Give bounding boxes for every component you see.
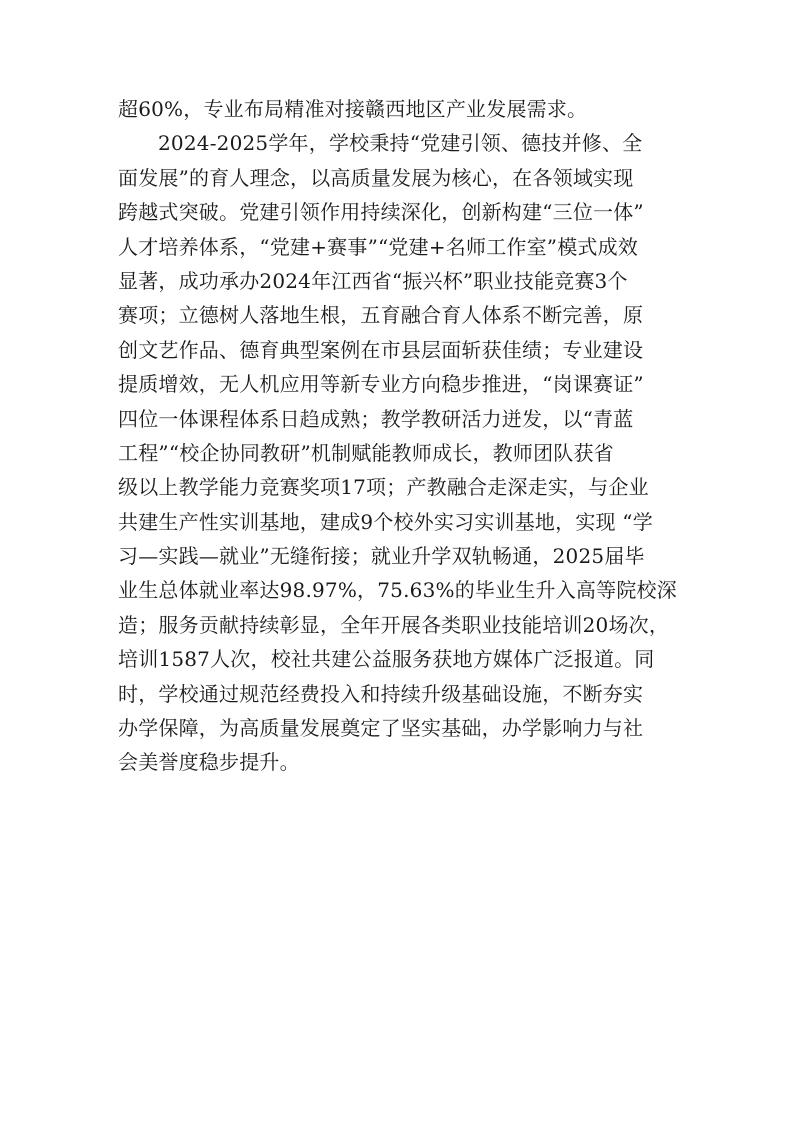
text-line: 工程”“校企协同教研”机制赋能教师成长，教师团队获省 [118,440,614,465]
text-line: 造；服务贡献持续彰显，全年开展各类职业技能培训20场次， [118,612,670,637]
text-line: 赛项；立德树人落地生根，五育融合育人体系不断完善，原 [118,303,644,328]
text-line: 人才培养体系，“党建+赛事”“党建+名师工作室”模式成效 [118,234,639,259]
text-line: 创文艺作品、德育典型案例在市县层面斩获佳绩；专业建设 [118,337,644,362]
text-line: 面发展”的育人理念，以高质量发展为核心，在各领域实现 [118,165,634,190]
text-line: 习—实践—就业”无缝衔接；就业升学双轨畅通，2025届毕 [118,544,645,569]
text-line: 四位一体课程体系日趋成熟；教学教研活力迸发，以“青蓝 [118,406,634,431]
text-line: 级以上教学能力竞赛奖项17项；产教融合走深走实，与企业 [118,475,649,500]
text-line: 显著，成功承办2024年江西省“振兴杯”职业技能竞赛3个 [118,268,628,293]
text-line: 办学保障，为高质量发展奠定了坚实基础，办学影响力与社 [118,716,644,741]
text-line: 会美誉度稳步提升。 [118,750,300,775]
text-line: 时，学校通过规范经费投入和持续升级基础设施，不断夯实 [118,681,644,706]
text-line: 跨越式突破。党建引领作用持续深化，创新构建“三位一体” [118,200,644,225]
text-line: 共建生产性实训基地，建成9个校外实习实训基地，实现 “学 [118,509,653,534]
text-line: 业生总体就业率达98.97%，75.63%的毕业生升入高等院校深 [118,578,677,603]
body-text [118,92,678,780]
paragraph-first-line: 2024-2025学年，学校秉持“党建引领、德技并修、全 [158,131,643,156]
text-line: 超60%，专业布局精准对接赣西地区产业发展需求。 [118,97,588,121]
text-line: 培训1587人次，校社共建公益服务获地方媒体广泛报道。同 [118,647,655,672]
text-line: 提质增效，无人机应用等新专业方向稳步推进，“岗课赛证” [118,372,644,397]
